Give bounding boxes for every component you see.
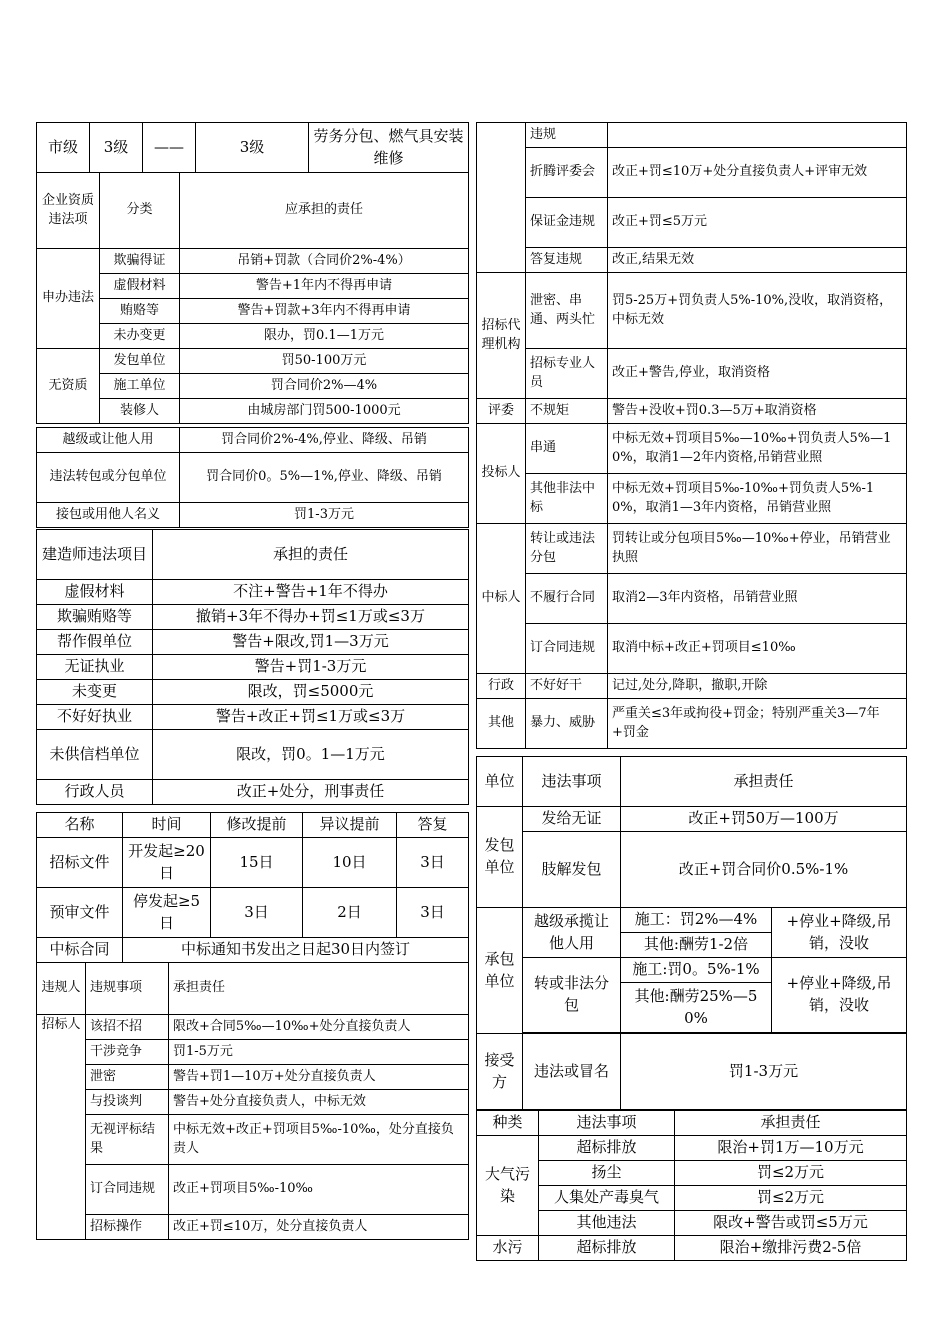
cell: 取消2—3年内资格，吊销营业照 [608, 574, 907, 624]
cell: 停发起≥5日 [123, 888, 211, 938]
cell: 中标合同 [37, 938, 123, 963]
cell: 订合同违规 [526, 624, 608, 674]
cell: 肢解发包 [523, 832, 621, 908]
group-label: 行政 [477, 674, 526, 699]
cell: 虚假材料 [100, 274, 180, 299]
group-label: 招标人 [37, 1015, 86, 1240]
cell: 订合同违规 [86, 1165, 169, 1215]
header-cell: 种类 [477, 1111, 539, 1136]
header-cell: 企业资质违法项 [37, 173, 100, 249]
cell: 警告+没收+罚0.3—5万+取消资格 [608, 399, 907, 424]
cell: 该招不招 [86, 1015, 169, 1040]
cell: 罚1-3万元 [180, 503, 469, 528]
cell: 罚合同价0。5%—1%,停业、降级、吊销 [180, 453, 469, 503]
cell: 劳务分包、燃气具安装维修 [309, 123, 469, 173]
cell: 限改+合同5‰—10‰+处分直接负责人 [169, 1015, 469, 1040]
cell: 折腾评委会 [526, 148, 608, 198]
cell: 无证执业 [37, 655, 153, 680]
cell: 无视评标结果 [86, 1115, 169, 1165]
contract-table [36, 937, 469, 963]
cell: 改正,结果无效 [608, 248, 907, 273]
header-cell: 异议提前 [303, 813, 397, 838]
group-label: 大气污染 [477, 1136, 539, 1236]
cell: 招标操作 [86, 1215, 169, 1240]
cell: 未办变更 [100, 324, 180, 349]
header-cell: 单位 [477, 757, 523, 807]
cell: 施工：罚2%—4% [621, 908, 772, 933]
cell: 干涉竞争 [86, 1040, 169, 1065]
cell: 改正+罚≤10万，处分直接负责人 [169, 1215, 469, 1240]
cell: 改正+罚合同价0.5%-1% [621, 832, 907, 908]
cell: +停业+降级,吊销，没收 [772, 958, 907, 1033]
header-cell: 承担的责任 [153, 530, 469, 580]
cell: 扬尘 [539, 1161, 675, 1186]
cell: 未变更 [37, 680, 153, 705]
cell: 行政人员 [37, 780, 153, 805]
cell: 罚1-3万元 [621, 1034, 907, 1110]
cell: 串通 [526, 424, 608, 474]
cell: 警告+限改,罚1—3万元 [153, 630, 469, 655]
cell: 接包或用他人名义 [37, 503, 180, 528]
cell: 记过,处分,降职，撤职,开除 [608, 674, 907, 699]
cell: 罚5-25万+罚负责人5%-10%,没收，取消资格，中标无效 [608, 273, 907, 349]
cell: 限治+缴排污费2-5倍 [675, 1236, 907, 1261]
group-label: 水污 [477, 1236, 539, 1261]
cell: 开发起≥20日 [123, 838, 211, 888]
cell: 发给无证 [523, 807, 621, 832]
header-cell: 应承担的责任 [180, 173, 469, 249]
cell: 吊销+罚款（合同价2%-4%） [180, 249, 469, 274]
cell: 警告+罚1-3万元 [153, 655, 469, 680]
cell: 警告+罚1—10万+处分直接负责人 [169, 1065, 469, 1090]
cell: 改正+罚≤5万元 [608, 198, 907, 248]
cell: 3日 [397, 838, 469, 888]
cell: 超标排放 [539, 1136, 675, 1161]
header-cell: 违规事项 [86, 963, 169, 1015]
builder-table [36, 529, 469, 805]
cell: 未供信档单位 [37, 730, 153, 780]
group-label: 发包单位 [477, 807, 523, 908]
cell: 欺骗贿赂等 [37, 605, 153, 630]
cell: 警告+罚款+3年内不得再申请 [180, 299, 469, 324]
cell: 中标通知书发出之日起30日内签订 [123, 938, 469, 963]
cell: 发包单位 [100, 349, 180, 374]
header-cell: 违法事项 [523, 757, 621, 807]
tender-table [36, 962, 469, 1240]
cell: 罚转让或分包项目5‰—10‰+停业，吊销营业执照 [608, 524, 907, 574]
cell: 施工:罚0。5%-1% [621, 958, 772, 983]
cell: 3日 [397, 888, 469, 938]
cell: 限办，罚0.1—1万元 [180, 324, 469, 349]
header-cell: 修改提前 [211, 813, 303, 838]
cell: 超标排放 [539, 1236, 675, 1261]
cell: 罚合同价2%—4% [180, 374, 469, 399]
cell: 贿赂等 [100, 299, 180, 324]
cell: 其他违法 [539, 1211, 675, 1236]
cell: 撤销+3年不得办+罚≤1万或≤3万 [153, 605, 469, 630]
cell: 警告+改正+罚≤1万或≤3万 [153, 705, 469, 730]
cell: 警告+1年内不得再申请 [180, 274, 469, 299]
cell: 与投谈判 [86, 1090, 169, 1115]
cell: 罚1-5万元 [169, 1040, 469, 1065]
cell: 中标无效+罚项目5‰-10‰+罚负责人5%-10%，取消1—3年内资格，吊销营业照 [608, 474, 907, 524]
cell: 改正+罚项目5‰-10‰ [169, 1165, 469, 1215]
cell: 预审文件 [37, 888, 123, 938]
cell: 不注+警告+1年不得办 [153, 580, 469, 605]
cell: 罚合同价2%-4%,停业、降级、吊销 [180, 428, 469, 453]
header-cell: 分类 [100, 173, 180, 249]
cell [608, 123, 907, 148]
cell: 不好好干 [526, 674, 608, 699]
group-label: 投标人 [477, 424, 526, 524]
cell: 由城房部门罚500-1000元 [180, 399, 469, 424]
cell: 3级 [196, 123, 309, 173]
group-label: 承包单位 [477, 908, 523, 1034]
group-label: 评委 [477, 399, 526, 424]
cell: 违法或冒名 [523, 1034, 621, 1110]
cell: 警告+处分直接负责人，中标无效 [169, 1090, 469, 1115]
cell: 答复违规 [526, 248, 608, 273]
cell: 违法转包或分包单位 [37, 453, 180, 503]
header-cell: 答复 [397, 813, 469, 838]
header-cell: 违法事项 [539, 1111, 675, 1136]
cell: 2日 [303, 888, 397, 938]
cell: 限治+罚1万—10万元 [675, 1136, 907, 1161]
cell: 泄密 [86, 1065, 169, 1090]
cell: 转或非法分包 [523, 958, 621, 1033]
cell: 市级 [37, 123, 90, 173]
cell: 人集处产毒臭气 [539, 1186, 675, 1211]
header-cell: 名称 [37, 813, 123, 838]
cell: 改正+罚≤10万+处分直接负责人+评审无效 [608, 148, 907, 198]
cell: 越级承揽让他人用 [523, 908, 621, 958]
pollution-table [476, 1110, 907, 1261]
cell: 罚≤2万元 [675, 1186, 907, 1211]
timing-table [36, 812, 469, 938]
cell [477, 123, 526, 273]
cell: 限改，罚≤5000元 [153, 680, 469, 705]
qualification-table [36, 122, 469, 173]
cell: —— [143, 123, 196, 173]
header-cell: 承担责任 [621, 757, 907, 807]
group-label: 其他 [477, 699, 526, 749]
cell: 泄密、串通、两头忙 [526, 273, 608, 349]
cell: 15日 [211, 838, 303, 888]
cell: 违规 [526, 123, 608, 148]
header-cell: 违规人 [37, 963, 86, 1015]
cell: 改正+处分，刑事责任 [153, 780, 469, 805]
qualification-single-table [36, 427, 469, 528]
cell: 3日 [211, 888, 303, 938]
group-label: 申办违法 [37, 249, 100, 349]
cell: 罚≤2万元 [675, 1161, 907, 1186]
cell: 装修人 [100, 399, 180, 424]
cell: 施工单位 [100, 374, 180, 399]
group-label: 接受方 [477, 1034, 523, 1110]
cell: 虚假材料 [37, 580, 153, 605]
cell: 取消中标+改正+罚项目≤10‰ [608, 624, 907, 674]
header-cell: 承担责任 [169, 963, 469, 1015]
cell: 其他:酬劳1-2倍 [621, 933, 772, 958]
cell: 暴力、威胁 [526, 699, 608, 749]
cell: 中标无效+罚项目5‰—10‰+罚负责人5%—10%，取消1—2年内资格,吊销营业照 [608, 424, 907, 474]
cell: 不规矩 [526, 399, 608, 424]
cell: 招标文件 [37, 838, 123, 888]
cell: 罚50-100万元 [180, 349, 469, 374]
group-label: 中标人 [477, 524, 526, 674]
cell: 3级 [90, 123, 143, 173]
header-cell: 时间 [123, 813, 211, 838]
cell: 越级或让他人用 [37, 428, 180, 453]
group-label: 招标代理机构 [477, 273, 526, 399]
cell: 严重关≤3年或拘役+罚金；特别严重关3—7年+罚金 [608, 699, 907, 749]
cell: 帮作假单位 [37, 630, 153, 655]
cell: 不好好执业 [37, 705, 153, 730]
qualification-detail-table [36, 172, 469, 424]
cell: +停业+降级,吊销，没收 [772, 908, 907, 958]
cell: 转让或违法分包 [526, 524, 608, 574]
cell: 限改，罚0。1—1万元 [153, 730, 469, 780]
cell: 不履行合同 [526, 574, 608, 624]
agency-table [476, 122, 907, 749]
header-cell: 承担责任 [675, 1111, 907, 1136]
cell: 欺骗得证 [100, 249, 180, 274]
cell: 10日 [303, 838, 397, 888]
cell: 中标无效+改正+罚项目5‰-10‰，处分直接负责人 [169, 1115, 469, 1165]
cell: 其他:酬劳25%—50% [621, 983, 772, 1033]
unit-table [476, 756, 907, 1110]
cell: 限改+警告或罚≤5万元 [675, 1211, 907, 1236]
cell: 保证金违规 [526, 198, 608, 248]
cell: 改正+罚50万—100万 [621, 807, 907, 832]
group-label: 无资质 [37, 349, 100, 424]
cell: 改正+警告,停业，取消资格 [608, 349, 907, 399]
cell: 招标专业人员 [526, 349, 608, 399]
cell: 其他非法中标 [526, 474, 608, 524]
header-cell: 建造师违法项目 [37, 530, 153, 580]
